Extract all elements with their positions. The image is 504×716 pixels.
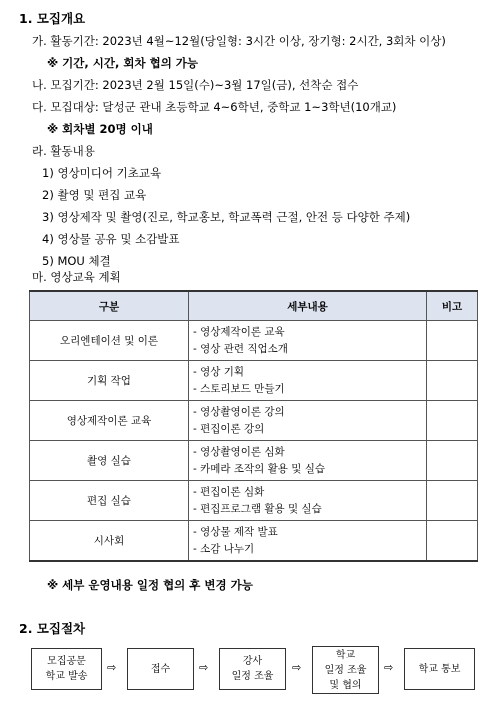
row-details bbox=[189, 361, 427, 401]
section1-title: 1. 모집개요 bbox=[19, 11, 86, 26]
activity-period: 가. 활동기간: 2023년 4월~12월(당일형: 3시간 이상, 장기형: 2시간, 3회차 이상) bbox=[32, 34, 446, 48]
step-label: 접수 bbox=[150, 663, 171, 675]
activity-item: 1) 영상미디어 기초교육 bbox=[42, 166, 162, 180]
detail-line: - 영상촬영이론 심화 bbox=[193, 445, 285, 458]
row-category: 오리엔테이션 및 이론 bbox=[30, 321, 189, 361]
activity-item: 5) MOU 체결 bbox=[42, 254, 111, 268]
detail-line: - 영상제작이론 교육 bbox=[193, 325, 285, 338]
table-row bbox=[30, 321, 478, 361]
step-label: 모집공문 학교 발송 bbox=[45, 656, 88, 682]
row-category: 기획 작업 bbox=[30, 361, 189, 401]
row-category: 편집 실습 bbox=[30, 481, 189, 521]
arrow-icon: ⇨ bbox=[292, 661, 302, 674]
detail-line: - 영상물 제작 발표 bbox=[193, 525, 278, 538]
procedure-flow bbox=[0, 646, 504, 696]
row-category: 영상제작이론 교육 bbox=[30, 401, 189, 441]
activity-item: 3) 영상제작 및 촬영(진로, 학교홍보, 학교폭력 근절, 안전 등 다양한 주제) bbox=[42, 210, 411, 224]
detail-line: - 편집이론 강의 bbox=[193, 422, 265, 435]
row-note bbox=[427, 361, 478, 401]
recruit-target: 다. 모집대상: 달성군 관내 초등학교 4~6학년, 중학교 1~3학년(10개교) bbox=[32, 100, 397, 114]
header-category: 구분 bbox=[30, 291, 189, 321]
table-row bbox=[30, 521, 478, 562]
step-receive bbox=[127, 648, 194, 690]
step-label: 학교 통보 bbox=[418, 663, 461, 675]
table-row bbox=[30, 441, 478, 481]
table-row bbox=[30, 401, 478, 441]
row-note bbox=[427, 401, 478, 441]
row-category: 시사회 bbox=[30, 521, 189, 562]
detail-line: - 카메라 조작의 활용 및 실습 bbox=[193, 462, 326, 475]
row-note bbox=[427, 481, 478, 521]
arrow-icon: ⇨ bbox=[199, 661, 209, 674]
table-row bbox=[30, 361, 478, 401]
activity-content-heading: 라. 활동내용 bbox=[32, 144, 95, 158]
education-plan-heading: 마. 영상교육 계획 bbox=[32, 270, 121, 284]
detail-line: - 영상 관련 직업소개 bbox=[193, 342, 288, 355]
activity-item: 4) 영상물 공유 및 소감발표 bbox=[42, 232, 180, 246]
step-notify-school bbox=[404, 648, 475, 690]
table-row bbox=[30, 481, 478, 521]
row-details bbox=[189, 321, 427, 361]
detail-line: - 영상촬영이론 강의 bbox=[193, 405, 285, 418]
arrow-icon: ⇨ bbox=[384, 661, 394, 674]
recruit-target-note: ※ 회차별 20명 이내 bbox=[47, 122, 153, 136]
activity-item: 2) 촬영 및 편집 교육 bbox=[42, 188, 147, 202]
row-note bbox=[427, 321, 478, 361]
step-send-notice bbox=[31, 648, 102, 690]
detail-line: - 스토리보드 만들기 bbox=[193, 382, 285, 395]
step-instructor-schedule bbox=[219, 648, 286, 690]
header-details: 세부내용 bbox=[189, 291, 427, 321]
row-details bbox=[189, 521, 427, 562]
activity-period-note: ※ 기간, 시간, 회차 협의 가능 bbox=[47, 56, 199, 70]
step-school-schedule bbox=[312, 646, 379, 694]
row-details bbox=[189, 441, 427, 481]
row-note bbox=[427, 521, 478, 562]
detail-line: - 편집이론 심화 bbox=[193, 485, 265, 498]
education-plan-table bbox=[29, 290, 478, 562]
arrow-icon: ⇨ bbox=[107, 661, 117, 674]
step-label: 강사 일정 조율 bbox=[231, 656, 274, 682]
row-note bbox=[427, 441, 478, 481]
row-category: 촬영 실습 bbox=[30, 441, 189, 481]
table-footnote: ※ 세부 운영내용 일정 협의 후 변경 가능 bbox=[47, 578, 253, 592]
table-header-row bbox=[30, 291, 478, 321]
detail-line: - 소감 나누기 bbox=[193, 542, 255, 555]
recruit-period: 나. 모집기간: 2023년 2월 15일(수)~3월 17일(금), 선착순 접수 bbox=[32, 78, 359, 92]
section2-title: 2. 모집절차 bbox=[19, 621, 86, 636]
detail-line: - 편집프로그램 활용 및 실습 bbox=[193, 502, 322, 515]
step-label: 학교 일정 조율 및 협의 bbox=[324, 649, 367, 691]
row-details bbox=[189, 481, 427, 521]
row-details bbox=[189, 401, 427, 441]
detail-line: - 영상 기획 bbox=[193, 365, 245, 378]
header-note: 비고 bbox=[427, 291, 478, 321]
